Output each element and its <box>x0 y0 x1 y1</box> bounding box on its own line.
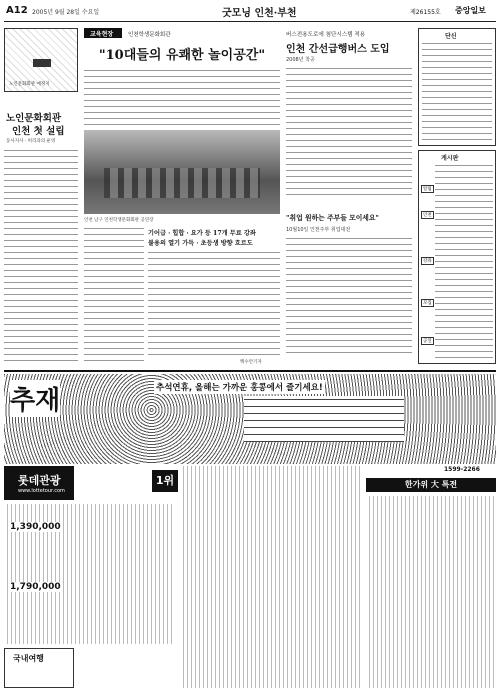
feature-body-left <box>84 226 144 366</box>
right-column <box>418 26 496 366</box>
feature-title: "10대들의 유쾌한 놀이공간" <box>98 48 266 63</box>
tour-price-1: 1,390,000 <box>10 522 61 532</box>
photo-figures <box>104 168 260 198</box>
page-number: A12 <box>6 5 28 16</box>
banner-info-block <box>244 396 404 442</box>
domestic-tour-box <box>4 648 74 688</box>
bulletin-label-3: 강좌 <box>423 259 432 264</box>
tour-grid-center <box>180 466 360 688</box>
map-caption: 노인문화회관 예정지 <box>9 82 50 87</box>
festival-banner: 한가위 大 특전 <box>366 478 496 492</box>
tour-price-2: 1,790,000 <box>10 582 61 592</box>
ad-phone: 1599-2266 <box>444 466 480 473</box>
travel-ad-block <box>4 466 496 688</box>
left-body-text <box>4 148 78 366</box>
kicker-label: 교육현장 <box>90 31 114 38</box>
left-headline-2: 인천 첫 설립 <box>12 126 65 137</box>
bulletin-body <box>435 163 493 359</box>
lotte-url: www.lottetour.com <box>18 488 65 494</box>
left-byline: 동사지사 · 허리과의 운영 <box>6 139 56 144</box>
news-brief-title: 단신 <box>445 33 457 40</box>
bus-article <box>286 26 412 206</box>
location-map <box>4 28 78 92</box>
jobs-title: "취업 원하는 주부들 모이세요" <box>286 214 379 222</box>
bulletin-label-1: 알림 <box>423 187 432 192</box>
bus-kicker: 버스전용도로에 첨단시스템 적용 <box>286 32 366 38</box>
section-title: 굿모닝 인천·부천 <box>222 8 297 19</box>
banner-brand-word: 추재 <box>10 380 60 417</box>
feature-subhead-2: 불용의 열기 가득 · 초등생 방향 흐르도 <box>148 240 253 247</box>
paper-name: 중앙일보 <box>455 6 486 15</box>
left-headline: 노인문화회관 <box>6 113 62 124</box>
bulletin-label-2: 인천 <box>423 213 432 218</box>
issue-number: 제26155호 <box>410 9 441 16</box>
advertisement-area <box>4 370 496 690</box>
feature-body-top <box>84 68 280 126</box>
bus-subtitle: 2008년 착공 <box>286 57 315 63</box>
bus-title: 인천 간선급행버스 도입 <box>286 44 390 55</box>
photo-caption: 인천 남구 인천학생문화회관 공연장 <box>84 218 154 223</box>
feature-body-right <box>148 250 280 358</box>
feature-article <box>84 26 280 366</box>
bus-body <box>286 66 412 198</box>
issue-date: 2005년 9월 28일 수요일 <box>32 9 100 16</box>
map-marker-icon <box>33 59 51 67</box>
feature-byline: 백수안기자 <box>240 360 262 365</box>
kicker-subtitle: 인천학생문화회관 <box>128 32 171 38</box>
bulletin-title: 게시판 <box>441 155 459 162</box>
jobs-subtitle: 10월10일 인천주부 취업대전 <box>286 227 351 233</box>
banner-headline: 추석연휴, 올해는 가까운 홍콩에서 즐기세요! <box>154 380 325 394</box>
bulletin-label-5: 공연 <box>423 339 432 344</box>
jobs-article <box>286 210 412 366</box>
rank-badge: 1위 <box>152 470 178 492</box>
lotte-brand: 롯데관광 <box>18 474 61 487</box>
jobs-body <box>286 236 412 358</box>
domestic-tour-label: 국내여행 <box>13 654 44 663</box>
left-column <box>4 26 78 366</box>
page-header <box>0 0 500 22</box>
news-brief-box <box>418 28 496 146</box>
feature-subhead-1: 기어급 · 힙합 · 요가 등 17개 무료 강좌 <box>148 230 256 237</box>
news-brief-body <box>422 41 492 143</box>
bulletin-label-4: 모집 <box>423 301 432 306</box>
feature-photo <box>84 130 280 214</box>
hongkong-banner <box>4 374 496 464</box>
header-rule <box>4 21 496 22</box>
tour-grid-right <box>366 496 496 688</box>
bulletin-box <box>418 150 496 364</box>
